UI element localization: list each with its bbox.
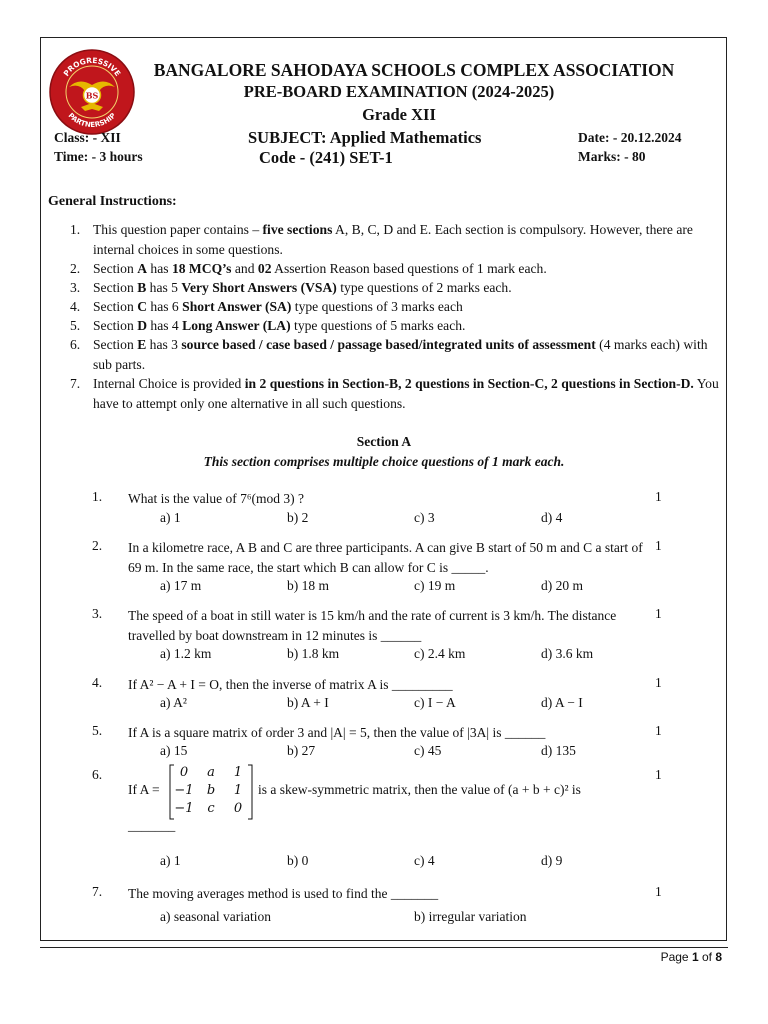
- instruction-emphasis: C: [137, 299, 148, 314]
- question-number: 6.: [92, 767, 103, 782]
- matrix-cells: [168, 764, 254, 820]
- code-label: Code - (241) SET-1: [259, 148, 393, 167]
- instruction-fragment: type questions of 5 marks each.: [290, 318, 466, 333]
- instruction-fragment: has 3: [146, 337, 182, 352]
- option-c: c) I − A: [414, 695, 456, 710]
- instruction-emphasis: 02: [257, 261, 272, 276]
- instruction-text: [93, 220, 723, 259]
- question-text: The speed of a boat in still water is 15 km/h and the rate of current is 3 km/h. The distance travelled by boat downstream in 12 minutes is ______: [128, 608, 617, 643]
- instruction-fragment: type questions of 3 marks each: [291, 299, 463, 314]
- option-d: d) 9: [541, 853, 563, 868]
- matrix-cell: −1: [174, 783, 194, 798]
- question-number: 7.: [92, 884, 103, 899]
- page-current: 1: [691, 950, 699, 964]
- question-text-prefix: If A =: [128, 782, 160, 797]
- matrix-cell: 1: [233, 765, 243, 780]
- question-text-suffix: is a skew-symmetric matrix, then the value of (a + b + c)² is: [258, 782, 581, 797]
- instructions-title: General Instructions:: [48, 194, 177, 209]
- exam-title: PRE-BOARD EXAMINATION (2024-2025): [243, 82, 555, 101]
- instruction-emphasis: Short Answer (SA): [182, 299, 292, 314]
- instruction-emphasis: 18 MCQ’s: [171, 261, 232, 276]
- instruction-fragment: You have to attempt only one alternative in all such questions.: [93, 376, 719, 411]
- instruction-fragment: Section: [93, 280, 138, 295]
- question-text: The moving averages method is used to find the _______: [128, 886, 439, 901]
- option-a: a) 1.2 km: [160, 646, 212, 661]
- question-text: If A² − A + I = O, then the inverse of matrix A is _________: [128, 677, 453, 692]
- logo-top-text: PROGRESSIVE: [61, 55, 123, 78]
- option-d: d) 20 m: [541, 578, 583, 593]
- matrix-cell: 1: [233, 783, 243, 798]
- option-a: a) 1: [160, 853, 181, 868]
- instruction-fragment: Section: [93, 318, 138, 333]
- instruction-number: 7.: [70, 376, 81, 391]
- matrix-cell: 0: [179, 765, 189, 780]
- question-marks: 1: [655, 606, 662, 621]
- question-number: 4.: [92, 675, 103, 690]
- org-title: BANGALORE SAHODAYA SCHOOLS COMPLEX ASSOCIATION: [153, 60, 675, 80]
- instruction-emphasis: D: [137, 318, 148, 333]
- class-label: Class: - XII: [54, 130, 121, 145]
- answer-blank: _______: [128, 818, 176, 833]
- option-c: c) 45: [414, 743, 442, 758]
- instruction-number: 4.: [70, 299, 81, 314]
- option-a: a) 17 m: [160, 578, 202, 593]
- option-a: a) A²: [160, 695, 187, 710]
- option-c: c) 3: [414, 510, 435, 525]
- instruction-fragment: Section: [93, 299, 138, 314]
- logo-monogram: BS: [85, 90, 99, 101]
- instruction-emphasis: E: [137, 337, 147, 352]
- question-text: In a kilometre race, A B and C are three participants. A can give B start of 50 m and C a start of 69 m. In the same race, the start which B can allow for C is _____.: [128, 540, 643, 575]
- instruction-text: [93, 297, 723, 317]
- matrix-cell: a: [207, 765, 215, 780]
- instruction-number: 2.: [70, 261, 81, 276]
- instruction-fragment: and: [231, 261, 258, 276]
- option-c: c) 19 m: [414, 578, 456, 593]
- instruction-emphasis: in 2 questions in Section-B, 2 questions in Section-C, 2 questions in Section-D.: [244, 376, 694, 391]
- question-text: What is the value of 7⁶(mod 3) ?: [128, 491, 305, 506]
- question-number: 3.: [92, 606, 103, 621]
- page-prefix: Page: [660, 950, 692, 964]
- instruction-text: [93, 259, 723, 279]
- option-d: d) 4: [541, 510, 563, 525]
- instruction-fragment: has 6: [147, 299, 183, 314]
- option-c: c) 4: [414, 853, 435, 868]
- instruction-fragment: type questions of 2 marks each.: [336, 280, 512, 295]
- section-subtitle: This section comprises multiple choice questions of 1 mark each.: [203, 454, 565, 469]
- instruction-number: 6.: [70, 337, 81, 352]
- option-a: a) 15: [160, 743, 188, 758]
- instruction-text: [93, 335, 723, 374]
- page-of: of: [698, 950, 716, 964]
- instruction-fragment: This question paper contains –: [93, 222, 263, 237]
- page-number: [661, 950, 722, 964]
- option-a: a) seasonal variation: [160, 909, 271, 924]
- option-a: a) 1: [160, 510, 181, 525]
- instruction-emphasis: B: [137, 280, 147, 295]
- marks-label: Marks: - 80: [578, 149, 646, 164]
- option-d: d) A − I: [541, 695, 583, 710]
- logo-bottom-text: PARTNERSHIP: [66, 111, 118, 130]
- question-marks: 1: [655, 767, 662, 782]
- instruction-fragment: Internal Choice is provided: [93, 376, 245, 391]
- page-total: 8: [715, 950, 722, 964]
- option-b: b) 2: [287, 510, 309, 525]
- instruction-fragment: has 5: [146, 280, 182, 295]
- instruction-number: 1.: [70, 222, 81, 237]
- option-b: b) 27: [287, 743, 316, 758]
- section-title: Section A: [356, 434, 412, 449]
- instruction-fragment: (4 marks each) with sub parts.: [93, 337, 708, 372]
- matrix-cell: 0: [233, 801, 243, 816]
- instruction-fragment: Section: [93, 261, 138, 276]
- footer-divider: [40, 947, 728, 948]
- question-marks: 1: [655, 884, 662, 899]
- matrix-cell: c: [207, 801, 215, 816]
- option-b: b) 0: [287, 853, 309, 868]
- question-number: 5.: [92, 723, 103, 738]
- option-b: b) irregular variation: [414, 909, 527, 924]
- instruction-number: 5.: [70, 318, 81, 333]
- question-number: 1.: [92, 489, 103, 504]
- instruction-fragment: has: [147, 261, 172, 276]
- instruction-text: [93, 278, 723, 298]
- question-marks: 1: [655, 723, 662, 738]
- instruction-fragment: Section: [93, 337, 138, 352]
- grade-title: Grade XII: [362, 105, 436, 124]
- question-marks: 1: [655, 675, 662, 690]
- instruction-emphasis: A: [137, 261, 148, 276]
- instruction-emphasis: source based / case based / passage based/integrated units of assessment: [181, 337, 596, 352]
- matrix-cell: b: [206, 783, 216, 798]
- instruction-emphasis: five sections: [262, 222, 333, 237]
- date-label: Date: - 20.12.2024: [578, 130, 682, 145]
- instruction-emphasis: Very Short Answers (VSA): [181, 280, 337, 295]
- time-label: Time: - 3 hours: [54, 149, 143, 164]
- instruction-fragment: has 4: [147, 318, 183, 333]
- question-text: If A is a square matrix of order 3 and |A| = 5, then the value of |3A| is ______: [128, 725, 546, 740]
- matrix-cell: −1: [174, 801, 194, 816]
- instruction-emphasis: Long Answer (LA): [182, 318, 291, 333]
- question-number: 2.: [92, 538, 103, 553]
- option-d: d) 3.6 km: [541, 646, 594, 661]
- option-b: b) 18 m: [287, 578, 329, 593]
- instruction-text: [93, 374, 723, 413]
- instruction-number: 3.: [70, 280, 81, 295]
- option-b: b) 1.8 km: [287, 646, 340, 661]
- option-d: d) 135: [541, 743, 576, 758]
- option-b: b) A + I: [287, 695, 329, 710]
- instruction-fragment: Assertion Reason based questions of 1 mark each.: [271, 261, 547, 276]
- subject-label: SUBJECT: Applied Mathematics: [248, 128, 482, 147]
- question-marks: 1: [655, 538, 662, 553]
- question-marks: 1: [655, 489, 662, 504]
- option-c: c) 2.4 km: [414, 646, 466, 661]
- instruction-fragment: A, B, C, D and E. Each section is compulsory. However, there are internal choices in some questions.: [93, 222, 693, 257]
- instruction-text: [93, 316, 723, 336]
